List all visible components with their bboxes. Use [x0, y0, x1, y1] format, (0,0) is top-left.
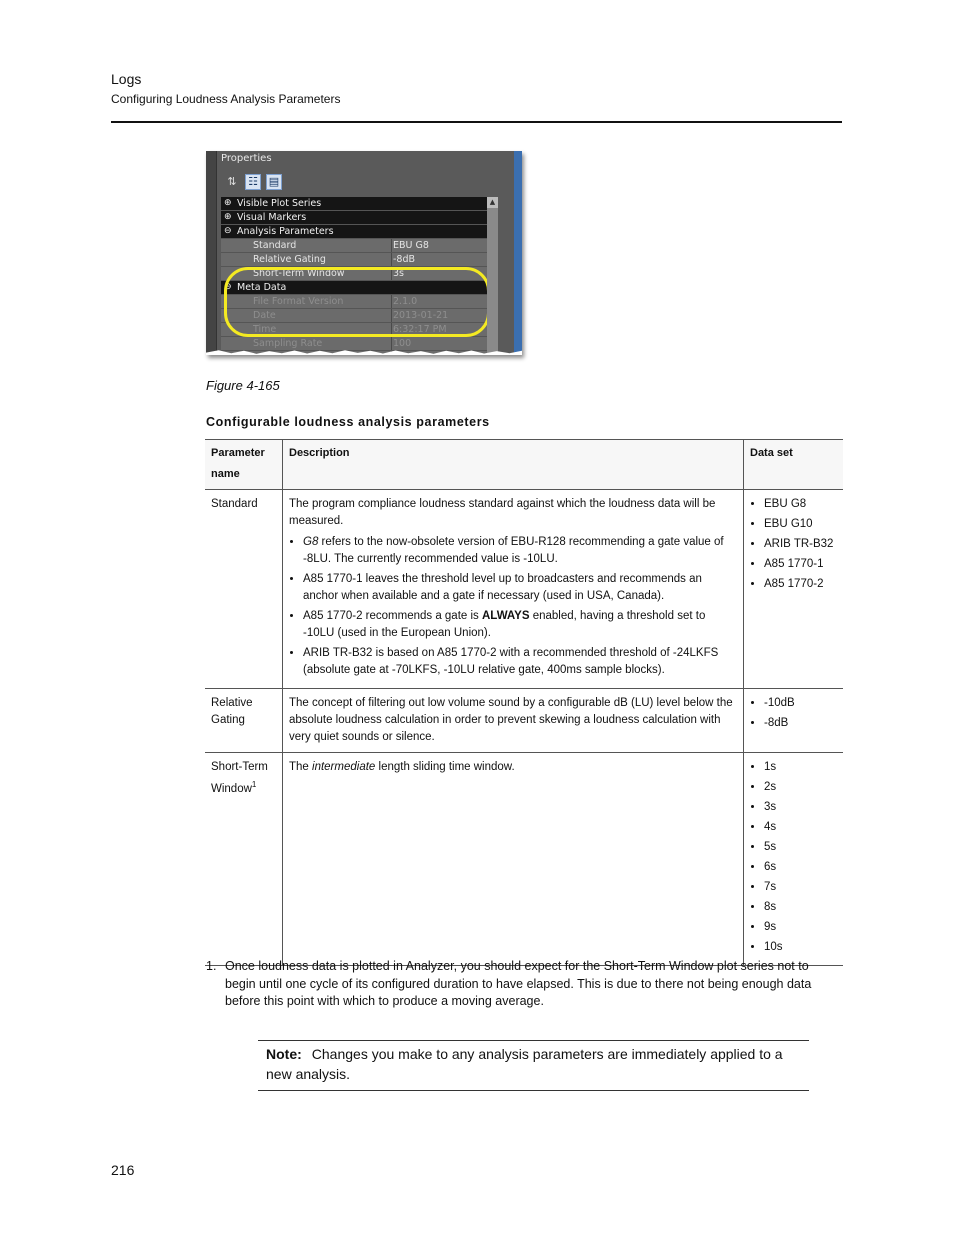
grid-row-item: Sampling Rate 100 [221, 337, 487, 351]
list-item: • ARIB TR-B32 [764, 536, 838, 553]
grid-row-category[interactable]: ⊕ Visible Plot Series [221, 197, 487, 211]
panel-left-border [206, 151, 217, 355]
parameters-table [205, 439, 843, 966]
grid-row-item: Time 6:32:17 PM [221, 323, 487, 337]
list-item: • 9s [764, 919, 838, 936]
scroll-up-icon[interactable]: ▲ [487, 197, 498, 208]
property-pages-icon[interactable]: ▤ [266, 174, 282, 190]
highlight-ellipse [224, 267, 490, 337]
parameter-description: The program compliance loudness standard against which the loudness data will be measured. • G8 refers to the now-obsolete version of EBU-R128 recommending a gate value of -8LU. The currently recommended value is -10LU. • A85 1770-1 leaves the threshold level up to broadcasters and recommends an anchor when available and a gate if necessary (used in USA, Canada). • A85 1770-2 recommends a gate is ALWAYS enabled, having a threshold set to -10LU (used in the European Union). • ARIB TR-B32 is based on A85 1770-2 with a recommended threshold of -24LKFS (absolute gate at -70LKFS, -10LU relative gate, 400ms sample blocks). [283, 490, 744, 689]
description-bullets [289, 534, 738, 679]
grid-row-item: File Format Version 2.1.0 [221, 295, 487, 309]
list-item: • 5s [764, 839, 838, 856]
list-item: • A85 1770-1 [764, 556, 838, 573]
panel-title: Properties [221, 153, 272, 164]
list-item: • 3s [764, 799, 838, 816]
list-item: • EBU G10 [764, 516, 838, 533]
table-row [205, 490, 843, 689]
list-item: • -8dB [764, 715, 838, 732]
list-item: • ARIB TR-B32 is based on A85 1770-2 with a recommended threshold of -24LKFS (absolute gate at -70LKFS, -10LU relative gate, 400ms sample blocks). [303, 645, 738, 679]
categorized-view-icon[interactable]: ☷ [245, 174, 261, 190]
collapse-icon: ⊕ [224, 212, 232, 222]
table-header-row [205, 440, 843, 490]
properties-panel-screenshot [206, 151, 522, 355]
footnote-text: Once loudness data is plotted in Analyzer, you should expect for the Short-Term Window plot series not to begin until one cycle of its configured duration to have elapsed. This is due to there not being enough data before this point with which to produce a moving average. [225, 959, 812, 1008]
list-item: • 4s [764, 819, 838, 836]
parameter-name: Short-Term Window$^1$ [211, 761, 268, 795]
grid-row-category[interactable]: ⊕ Visual Markers [221, 211, 487, 225]
grid-row-item[interactable]: Standard EBU G8 [221, 239, 487, 253]
panel-right-border [514, 151, 522, 355]
running-header-subtitle: Configuring Loudness Analysis Parameters [111, 92, 341, 106]
expand-icon: ⊖ [224, 282, 232, 292]
grid-row-category[interactable]: ⊖ Meta Data [221, 281, 487, 295]
page-number: 216 [111, 1162, 135, 1178]
sort-alpha-icon[interactable]: ⇅ [227, 175, 237, 188]
note-label: Note: [266, 1046, 302, 1062]
parameter-name: Relative Gating [211, 697, 253, 726]
column-header: Parameter name [205, 440, 283, 490]
column-header: Description [283, 440, 744, 490]
table-footnote [206, 958, 826, 1011]
list-item: • 2s [764, 779, 838, 796]
list-item: • 6s [764, 859, 838, 876]
table-caption: Configurable loudness analysis parameters [206, 415, 490, 429]
property-grid [221, 197, 487, 353]
header-rule [111, 121, 842, 123]
note-box [258, 1040, 809, 1091]
list-item: • A85 1770-1 leaves the threshold level up to broadcasters and recommends an anchor when available and a gate if necessary (used in USA, Canada). [303, 571, 738, 605]
grid-row-category[interactable]: ⊖ Analysis Parameters [221, 225, 487, 239]
list-item: • 8s [764, 899, 838, 916]
list-item: • A85 1770-2 recommends a gate is ALWAYS enabled, having a threshold set to -10LU (used in the European Union). [303, 608, 738, 642]
footnote-number: 1. [206, 959, 217, 973]
figure-caption: Figure 4-165 [206, 378, 280, 393]
grid-row-item[interactable]: Short-Term Window 3s [221, 267, 487, 281]
table-row [205, 753, 843, 966]
list-item: • 10s [764, 939, 838, 956]
grid-scrollbar[interactable] [487, 197, 498, 353]
parameter-description: The concept of filtering out low volume sound by a configurable dB (LU) level below the absolute loudness calculation in order to prevent skewing a loudness calculation with very quiet sounds or silence. [283, 689, 744, 753]
list-item: • 1s [764, 759, 838, 776]
list-item: • A85 1770-2 [764, 576, 838, 593]
running-header-title: Logs [111, 71, 142, 87]
parameter-description: The intermediate length sliding time window. [283, 753, 744, 966]
footnote-ref[interactable]: 1 [251, 780, 257, 789]
list-item: • -10dB [764, 695, 838, 712]
data-set [744, 753, 844, 966]
collapse-icon: ⊕ [224, 198, 232, 208]
data-set [744, 689, 844, 753]
list-item: • 7s [764, 879, 838, 896]
table-row [205, 689, 843, 753]
column-header: Data set [744, 440, 844, 490]
note-text: Changes you make to any analysis parameters are immediately applied to a new analysis. [266, 1046, 783, 1082]
parameter-name: Standard [211, 498, 258, 510]
grid-row-item[interactable]: Relative Gating -8dB [221, 253, 487, 267]
expand-icon: ⊖ [224, 226, 232, 236]
list-item: • EBU G8 [764, 496, 838, 513]
grid-row-item: Date 2013-01-21 [221, 309, 487, 323]
list-item: • G8 refers to the now-obsolete version of EBU-R128 recommending a gate value of -8LU. The currently recommended value is -10LU. [303, 534, 738, 568]
data-set [744, 490, 844, 689]
